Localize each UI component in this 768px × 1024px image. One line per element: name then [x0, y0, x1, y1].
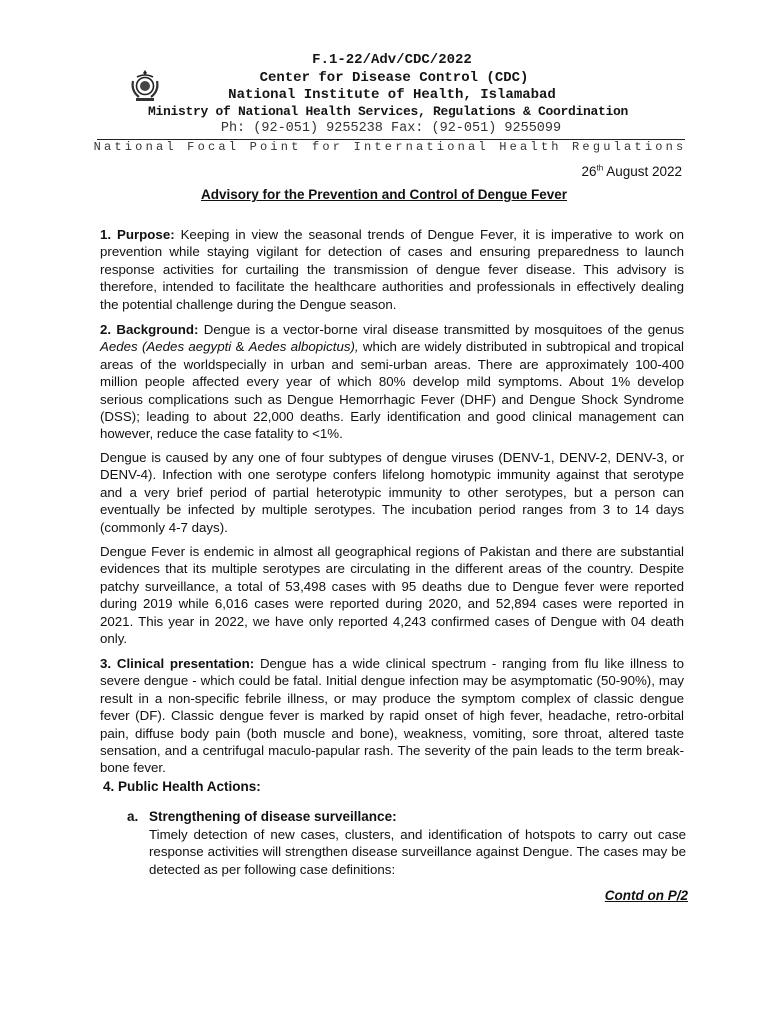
- clinical-heading: 3. Clinical presentation:: [100, 656, 255, 671]
- subtypes-paragraph: Dengue is caused by any one of four subtypes of dengue viruses (DENV-1, DENV-2, DENV-3, or DENV-4). Infection with one serotype confers lifelong homotypic immunity against that serotype and a very brief period of partial heterotypic immunity to other serotypes, but a person can eventually be infected by multiple serotypes. The incubation period ranges from 3 to 14 days (commonly 4-7 days).: [100, 450, 684, 535]
- genus-name: Aedes (Aedes aegypti: [100, 339, 232, 355]
- contact-numbers: Ph: (92-051) 9255238 Fax: (92-051) 9255099: [220, 121, 562, 136]
- background-heading: 2. Background:: [100, 322, 199, 337]
- surveillance-subheading: [127, 809, 397, 824]
- background-paragraph: [100, 321, 684, 443]
- institute-name: National Institute of Health, Islamabad: [228, 87, 556, 103]
- species-separator: &: [235, 339, 245, 355]
- ministry-name: Ministry of National Health Services, Regulations & Coordination: [147, 104, 629, 119]
- continuation-note: Contd on P/2: [604, 888, 688, 903]
- background-text-b: which are widely distributed in subtropical and tropical areas of the worldspecially in urban and semi-urban areas. There are approximately 100-400 million people affected every year of which 80% develop mild symptoms. About 1% develop serious complications such as Dengue Hemorrhagic Fever (DHF) and Dengue Shock Syndrome (DSS); leading to about 22,000 deaths. Early identification and good clinical management can however, reduce the case fatality to <1%.: [100, 339, 684, 442]
- surveillance-subheading-text: Strengthening of disease surveillance:: [149, 809, 397, 824]
- public-health-actions-heading: 4. Public Health Actions:: [103, 779, 261, 794]
- surveillance-paragraph: Timely detection of new cases, clusters, and identification of hotspots to carry out case response activities will strengthen disease surveillance against Dengue. The cases may be detected as per following case definitions:: [149, 827, 686, 877]
- background-text-a: Dengue is a vector-borne viral disease transmitted by mosquitoes of the genus: [203, 322, 684, 337]
- species-name: Aedes albopictus),: [248, 339, 359, 355]
- organization-name: Center for Disease Control (CDC): [259, 70, 529, 86]
- date-month-year: August 2022: [606, 164, 682, 179]
- endemic-paragraph: Dengue Fever is endemic in almost all geographical regions of Pakistan and there are substantial evidences that its multiple serotypes are circulating in the different areas of the country. Despite patchy surveillance, a total of 53,498 cases with 95 deaths due to Dengue fever were reported during 2019 while 6,016 cases were reported during 2020, and 52,894 cases were reported in 2021. This year in 2022, we have only reported 4,243 confirmed cases of Dengue with 04 death only.: [100, 544, 684, 647]
- purpose-paragraph: [100, 226, 684, 313]
- reference-number: F.1-22/Adv/CDC/2022: [312, 52, 472, 68]
- document-date: [581, 164, 682, 179]
- date-day: 26: [581, 164, 597, 179]
- list-marker: a.: [127, 809, 139, 824]
- purpose-heading: 1. Purpose:: [100, 227, 175, 242]
- purpose-text: Keeping in view the seasonal trends of Dengue Fever, it is imperative to work on prevention while staying vigilant for detection of cases and ensuring preparedness to launch response activities for curtailing the transmission of dengue fever disease. This advisory is therefore, intended to facilitate the healthcare authorities and professionals in effectively dealing the potential challenge during the Dengue season.: [100, 227, 684, 312]
- government-emblem-icon: [130, 69, 160, 103]
- clinical-paragraph: [100, 655, 684, 777]
- document-title: Advisory for the Prevention and Control of Dengue Fever: [200, 187, 568, 202]
- clinical-text: Dengue has a wide clinical spectrum - ranging from flu like illness to severe dengue - which could be fatal. Initial dengue infection may be asymptomatic (50-90%), may result in a non-specific febrile illness, or may produce the symptom complex of classic dengue fever (DF). Classic dengue fever is marked by rapid onset of high fever, headache, retro-orbital pain, diffuse body pain (both muscle and bone), weakness, vomiting, sore throat, altered taste sensation, and a centrifugal maculo-papular rash. The severity of the pain leads to the term break-bone fever.: [100, 656, 684, 776]
- focal-point-line: National Focal Point for International Health Regulations: [93, 140, 687, 154]
- date-suffix: th: [596, 163, 604, 173]
